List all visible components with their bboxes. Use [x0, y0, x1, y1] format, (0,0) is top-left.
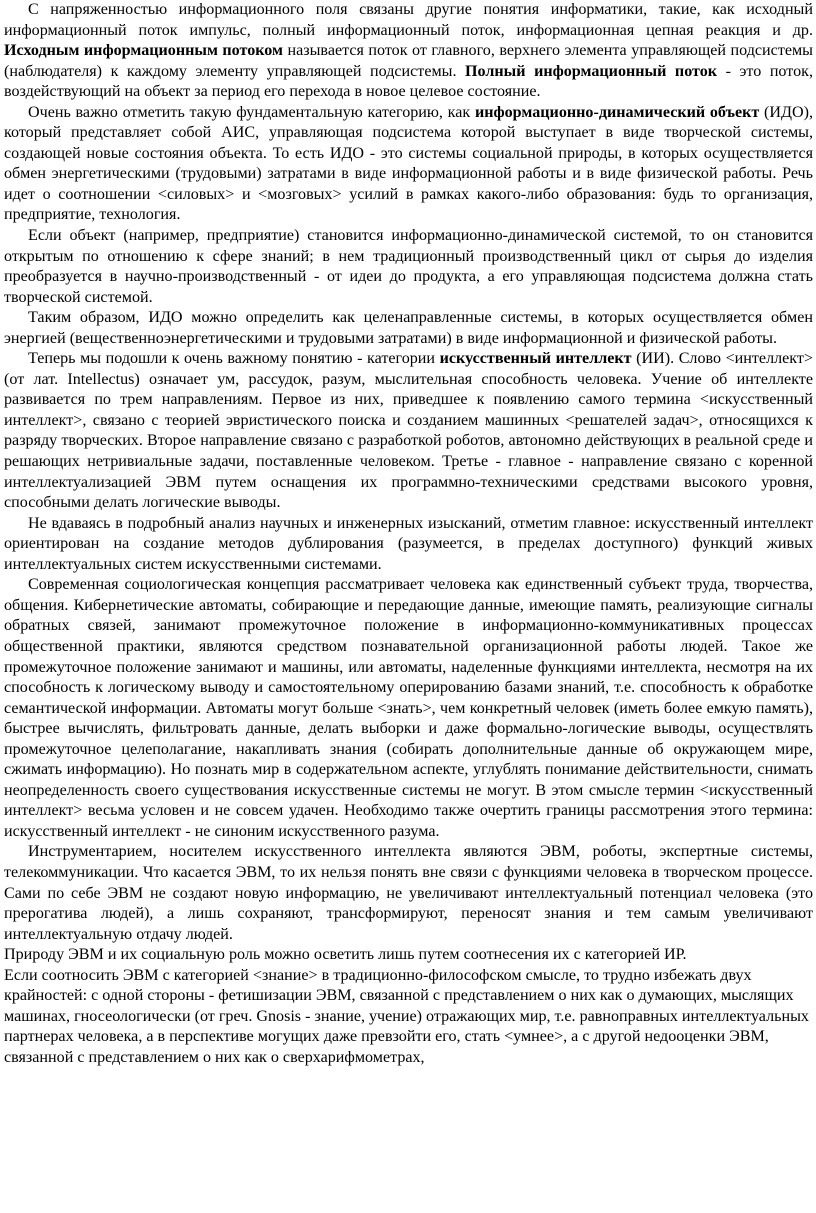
- paragraph-9: [4, 945, 813, 966]
- paragraph-2: [4, 103, 813, 226]
- text-run: С напряженностью информационного поля связаны другие понятия информатики, такие, как исходный информационный поток импульс, полный информационный поток, информационная цепная реакция и др.: [4, 1, 813, 39]
- text-run: Если соотносить ЭВМ с категорией <знание> в традиционно-философском смысле, то трудно избежать двух крайностей: с одной стороны - фетишизации ЭВМ, связанной с представлением о них как о думающих, мыслящих машинах, гносеологически (от греч. Gnosis - знание, учение) отражающих мир, т.е. равноправных интеллектуальных партнерах человека, а в перспективе могущих даже превзойти его, стать <умнее>, а с другой недооценки ЭВМ, связанной с представлением о них как о сверхарифмометрах,: [4, 966, 809, 1066]
- text-run: Если объект (например, предприятие) становится информационно-динамической системой, то он становится открытым по отношению к сфере знаний; в нем традиционный производственный цикл от сырья до изделия преобразуется в научно-производственный - от идеи до продукта, а его управляющая подсистема должна стать творческой системой.: [4, 227, 813, 306]
- paragraph-8: [4, 842, 813, 945]
- term-information-dynamic-object: информационно-динамический объект: [474, 103, 760, 121]
- text-run: Таким образом, ИДО можно определить как целенаправленные системы, в которых осуществляется обмен энергией (вещественноэнергетическими и трудовыми затратами) в виде информационной и физической работы.: [4, 309, 813, 347]
- text-run: (ИИ). Слово <интеллект> (от лат. Intellectus) означает ум, рассудок, разум, мыслительная способность человека. Учение об интеллекте развивается по трем направлениям. Первое из них, приведшее к появлению самого термина <искусственный интеллект>, связано с теорией эвристического поиска и созданием машинных <решателей задач>, относящихся к разряду творческих. Второе направление связано с разработкой роботов, автономно действующих в реальной среде и решающих нетривиальные задачи, поставленные человеком. Третье - главное - направление связано с коренной интеллектуализацией ЭВМ путем оснащения их программно-техническими средствами высокого уровня, способными делать логические выводы.: [4, 350, 813, 512]
- paragraph-1: [4, 0, 813, 103]
- text-run: Не вдаваясь в подробный анализ научных и инженерных изысканий, отметим главное: искусственный интеллект ориентирован на создание методов дублирования (разумеется, в пределах доступного) функций живых интеллектуальных систем искусственными системами.: [4, 514, 813, 573]
- paragraph-6: [4, 514, 813, 576]
- text-run: Природу ЭВМ и их социальную роль можно осветить лишь путем соотнесения их с категорией ИР.: [4, 946, 687, 964]
- paragraph-3: [4, 226, 813, 308]
- text-run: Современная социологическая концепция рассматривает человека как единственный субъект труда, творчества, общения. Кибернетические автоматы, собирающие и передающие данные, имеющие память, реализующие сигналы обратных связей, занимают промежуточное положение в информационно-коммуникативных процессах общественной практики, являются средством познавательной организационной работы людей. Такое же промежуточное положение занимают и машины, или автоматы, наделенные функциями интеллекта, несмотря на их способность к логическому выводу и самостоятельному оперированию базами знаний, т.е. способность к обработке семантической информации. Автоматы могут больше <знать>, чем конкретный человек (иметь более емкую память), быстрее вычислять, фильтровать данные, делать выборки и даже формально-логические выводы, осуществлять промежуточное целеполагание, накапливать знания (собирать дополнительные данные об окружающем мире, сжимать информацию). Но познать мир в содержательном аспекте, углублять понимание действительности, снимать неопределенность своего существования искусственные системы не могут. В этом смысле термин <искусственный интеллект> весьма условен и не совсем удачен. Необходимо также очертить границы рассмотрения этого термина: искусственный интеллект - не синоним искусственного разума.: [4, 576, 813, 840]
- text-run: Теперь мы подошли к очень важному понятию - категории: [28, 350, 440, 368]
- paragraph-4: [4, 308, 813, 349]
- term-artificial-intelligence: искусственный интеллект: [439, 350, 632, 368]
- term-initial-information-flow: Исходным информационным потоком: [4, 42, 284, 60]
- text-run: Инструментарием, носителем искусственного интеллекта являются ЭВМ, роботы, экспертные системы, телекоммуникации. Что касается ЭВМ, то их нельзя понять вне связи с функциями человека в творческом процессе. Сами по себе ЭВМ не создают новую информацию, не увеличивают интеллектуальный потенциал человека (это прерогатива людей), а лишь сохраняют, трансформируют, переносят знания и тем самым увеличивают интеллектуальную отдачу людей.: [4, 843, 813, 943]
- paragraph-5: [4, 349, 813, 513]
- text-run: - это поток, воздействующий на объект за период его перехода в новое целевое состояние.: [4, 62, 813, 101]
- paragraph-10: [4, 966, 813, 1069]
- term-full-information-flow: Полный информационный поток: [465, 62, 718, 80]
- paragraph-7: [4, 575, 813, 842]
- text-run: (ИДО), который представляет собой АИС, управляющая подсистема которой выступает в виде творческой системы, создающей новые состояния объекта. То есть ИДО - это системы социальной природы, в которых осуществляется обмен энергетическими (трудовыми) затратами в виде информационной работы и в виде физической работы. Речь идет о соотношении <силовых> и <мозговых> усилий в рамках какого-либо образования: будь то организация, предприятие, технология.: [4, 103, 813, 224]
- text-run: Очень важно отметить такую фундаментальную категорию, как: [28, 103, 475, 121]
- text-run: называется поток от главного, верхнего элемента управляющей подсистемы (наблюдателя) к каждому элементу управляющей подсистемы.: [4, 42, 813, 80]
